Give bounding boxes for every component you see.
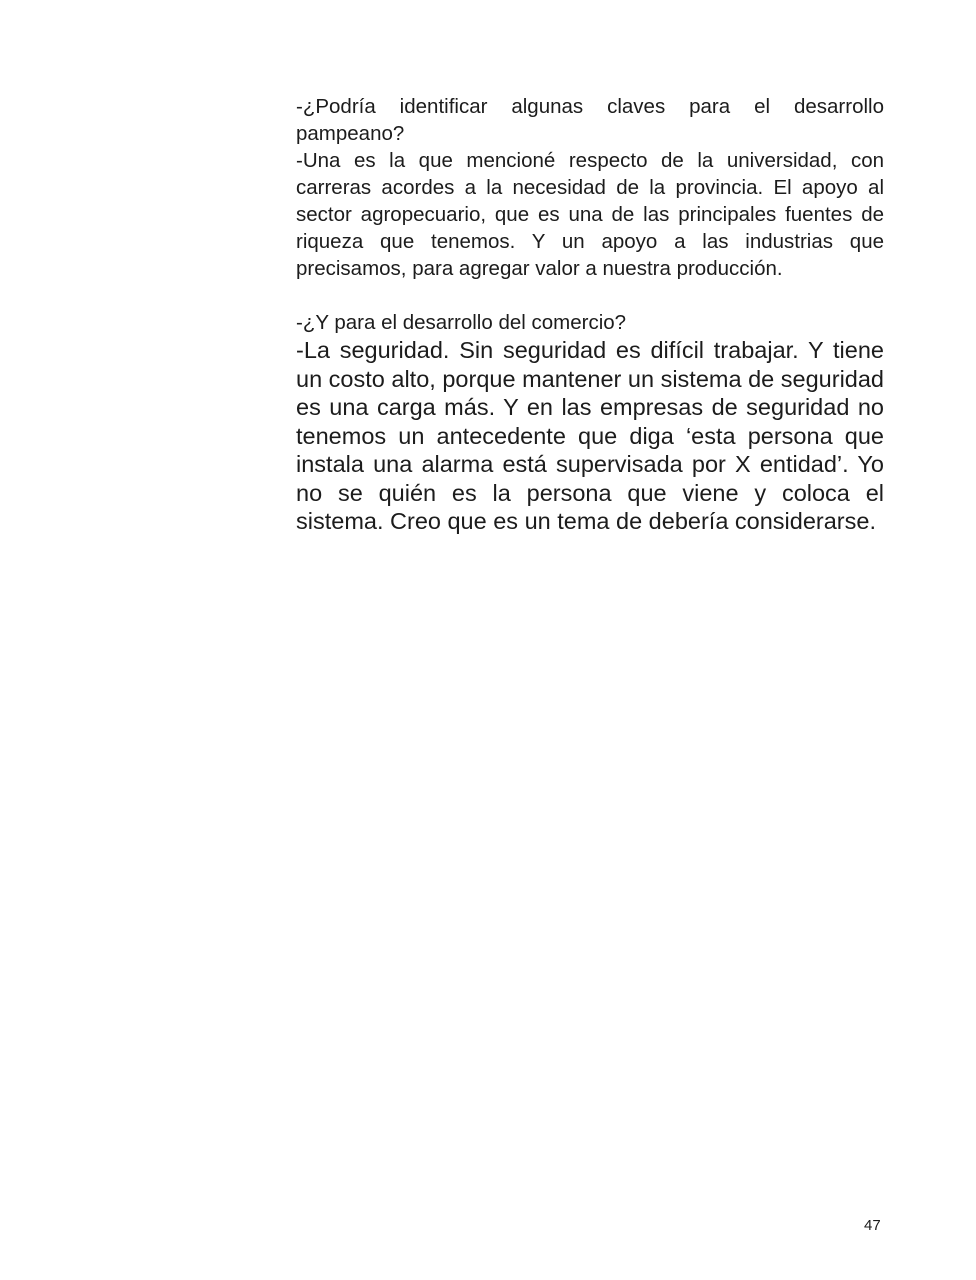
- interview-text: [296, 93, 884, 536]
- page-number: 47: [864, 1217, 881, 1234]
- answer-2: -La seguridad. Sin seguridad es difícil trabajar. Y tiene un costo alto, porque mantener un sistema de seguridad es una carga más. Y en las empresas de seguridad no tenemos un antecedente que diga ‘esta persona que instala una alarma está supervisada por X entidad’. Yo no se quién es la persona que viene y coloca el sistema. Creo que es un tema de debería considerarse.: [296, 337, 884, 534]
- paragraph-gap: [296, 282, 884, 309]
- question-1: -¿Podría identificar algunas claves para el desarrollo pampeano?: [296, 95, 884, 145]
- answer-1: -Una es la que mencioné respecto de la universidad, con carreras acordes a la necesidad de la provincia. El apoyo al sector agropecuario, que es una de las principales fuentes de riqueza que tenemos. Y un apoyo a las industrias que precisamos, para agregar valor a nuestra producción.: [296, 149, 884, 280]
- question-2: -¿Y para el desarrollo del comercio?: [296, 311, 627, 334]
